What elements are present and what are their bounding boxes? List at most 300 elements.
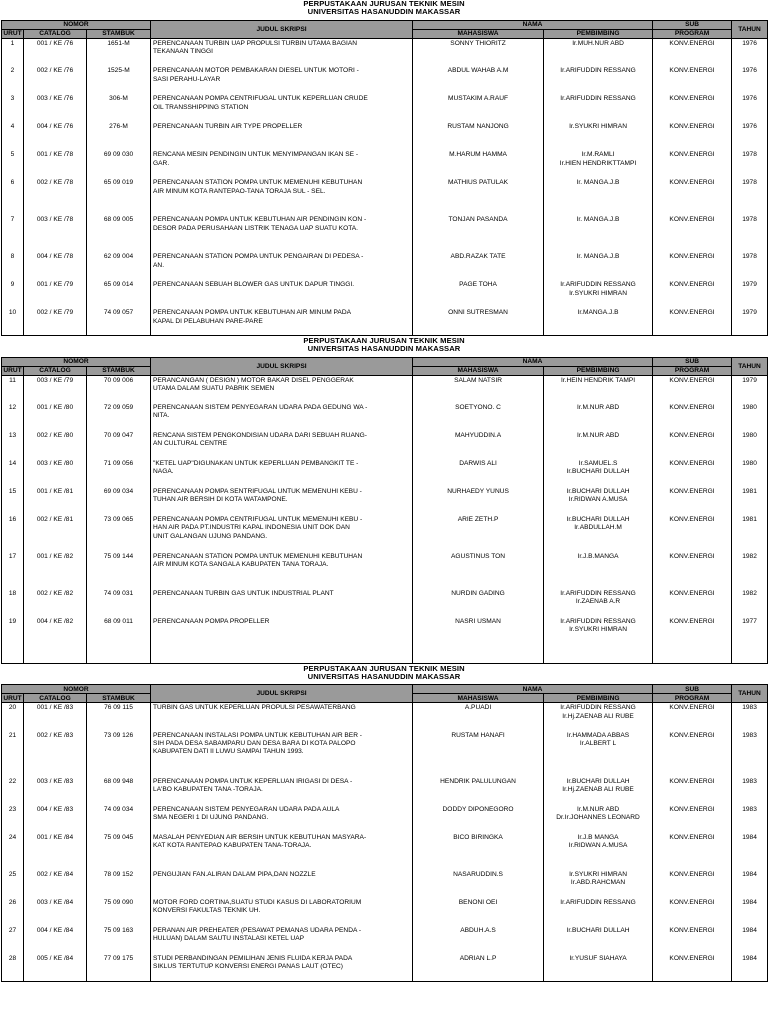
header-pembimbing: PEMBIMBING [544, 29, 653, 38]
catalog-cell: 003 / KE /76 [24, 94, 87, 122]
judul-line: UNIT GALANGAN UJUNG PANDANG. [153, 532, 268, 540]
program-cell: KONV.ENERGI [653, 898, 732, 926]
table-row [2, 215, 768, 252]
mahasiswa-cell: MUSTAKIM A.RAUF [413, 94, 544, 122]
tahun-cell: 1980 [732, 431, 768, 459]
stambuk-cell: 74 09 031 [87, 589, 151, 617]
header-sub: SUB [653, 357, 732, 366]
program-cell: KONV.ENERGI [653, 703, 732, 731]
judul-cell [151, 215, 413, 252]
judul-line: DESOR PADA PERUSAHAAN LISTRIK TENAGA UAP SUATU KOTA. [153, 224, 358, 232]
pembimbing-line: Ir.M.NUR ABD [576, 805, 620, 813]
stambuk-cell: 1651-M [87, 38, 151, 66]
judul-line: KONVERSI FAKULTAS TEKNIK UH. [153, 907, 261, 915]
judul-cell [151, 487, 413, 515]
judul-line: PERENCANAAN POMPA CENTRIFUGAL UNTUK KEPERLUAN CRUDE [153, 95, 368, 103]
mahasiswa-cell: DARWIS ALI [413, 459, 544, 487]
tahun-cell: 1983 [732, 703, 768, 731]
mahasiswa-cell: NURHAEDY YUNUS [413, 487, 544, 515]
pembimbing-line: Ir.SYUKRI HIMRAN [569, 870, 627, 878]
pembimbing-cell [544, 122, 653, 150]
pembimbing-line: Ir.ABDULLAH.M [574, 524, 622, 532]
judul-cell [151, 403, 413, 431]
judul-line: PERENCANAAN STATION POMPA UNTUK MEMENUHI KEBUTUHAN [153, 553, 363, 561]
judul-line: KAPAL DI PELABUHAN PARE-PARE [153, 317, 263, 325]
judul-line: PERENCANAAN SISTEM PENYEGARAN UDARA PADA AULA [153, 805, 340, 813]
judul-line: PERENCANAAN POMPA UNTUK KEBUTUHAN AIR PENDINGIN KON - [153, 216, 367, 224]
stambuk-cell: 69 09 034 [87, 487, 151, 515]
pembimbing-line: Ir. MANGA.J.B [576, 179, 620, 187]
urut-cell: 15 [2, 487, 24, 515]
stambuk-cell: 77 09 175 [87, 954, 151, 982]
judul-line: OIL TRANSSHIPPING STATION [153, 103, 249, 111]
program-cell: KONV.ENERGI [653, 589, 732, 617]
table-row [2, 926, 768, 954]
header-judul: JUDUL SKRIPSI [151, 20, 413, 38]
pembimbing-cell [544, 731, 653, 777]
program-cell: KONV.ENERGI [653, 431, 732, 459]
judul-line: SMA NEGERI 1 DI UJUNG PANDANG. [153, 814, 269, 822]
stambuk-cell: 65 09 014 [87, 280, 151, 308]
mahasiswa-cell: BICO BIRINGKA [413, 833, 544, 870]
catalog-cell: 004 / KE /82 [24, 617, 87, 663]
pembimbing-cell [544, 954, 653, 982]
thesis-table [1, 357, 768, 664]
catalog-cell: 001 / KE /81 [24, 487, 87, 515]
urut-cell: 6 [2, 178, 24, 215]
urut-cell: 8 [2, 252, 24, 280]
pembimbing-cell [544, 703, 653, 731]
tahun-cell: 1976 [732, 94, 768, 122]
judul-cell [151, 954, 413, 982]
program-cell: KONV.ENERGI [653, 459, 732, 487]
pembimbing-cell [544, 150, 653, 178]
document-title: PERPUSTAKAAN JURUSAN TEKNIK MESIN [303, 663, 465, 673]
header-tahun: TAHUN [732, 685, 768, 703]
urut-cell: 1 [2, 38, 24, 66]
urut-cell: 18 [2, 589, 24, 617]
tahun-cell: 1976 [732, 38, 768, 66]
pembimbing-cell [544, 926, 653, 954]
pembimbing-line: Ir.HIEN HENDRIKTTAMPI [559, 159, 637, 167]
stambuk-cell: 70 09 047 [87, 431, 151, 459]
pembimbing-line: Ir.BUCHARI DULLAH [566, 926, 630, 934]
program-cell: KONV.ENERGI [653, 122, 732, 150]
program-cell: KONV.ENERGI [653, 954, 732, 982]
pembimbing-cell [544, 66, 653, 94]
judul-line: AIR MINUM KOTA SANGALA KABUPATEN TANA TORAJA. [153, 561, 329, 569]
header-catalog: CATALOG [24, 366, 87, 375]
tahun-cell: 1978 [732, 215, 768, 252]
judul-line: PERENCANAAN POMPA SENTRIFUGAL UNTUK MEMENUHI KEBU - [153, 488, 362, 496]
header-nomor: NOMOR [2, 20, 151, 29]
mahasiswa-cell: SALAM NATSIR [413, 375, 544, 403]
judul-line: PERENCANAAN INSTALASI POMPA UNTUK KEBUTUHAN AIR BER - [153, 731, 362, 739]
header-mahasiswa: MAHASISWA [413, 694, 544, 703]
table-row [2, 308, 768, 335]
catalog-cell: 002 / KE /78 [24, 178, 87, 215]
stambuk-cell: 74 09 057 [87, 308, 151, 335]
pembimbing-line: Ir.SYUKRI HIMRAN [569, 289, 627, 297]
pembimbing-line: Ir.Hj.ZAENAB ALI RUBE [562, 712, 634, 720]
pembimbing-cell [544, 487, 653, 515]
pembimbing-line: Ir.ABD.RAHCMAN [570, 879, 626, 887]
program-cell: KONV.ENERGI [653, 215, 732, 252]
pembimbing-cell [544, 252, 653, 280]
mahasiswa-cell: TONJAN PASANDA [413, 215, 544, 252]
pembimbing-line: Ir.M.RAMLI [581, 151, 615, 159]
stambuk-cell: 68 09 948 [87, 777, 151, 805]
judul-cell [151, 459, 413, 487]
judul-cell [151, 308, 413, 335]
catalog-cell: 004 / KE /84 [24, 926, 87, 954]
urut-cell: 24 [2, 833, 24, 870]
urut-cell: 22 [2, 777, 24, 805]
pembimbing-cell [544, 431, 653, 459]
header-catalog: CATALOG [24, 29, 87, 38]
stambuk-cell: 75 09 163 [87, 926, 151, 954]
judul-line: SASI PERAHU-LAYAR [153, 75, 221, 83]
program-cell: KONV.ENERGI [653, 375, 732, 403]
judul-cell [151, 926, 413, 954]
document-title: PERPUSTAKAAN JURUSAN TEKNIK MESIN [303, 0, 465, 8]
program-cell: KONV.ENERGI [653, 777, 732, 805]
mahasiswa-cell: SOETYONO. C [413, 403, 544, 431]
judul-line: PERENCANAAN POMPA CENTRIFUGAL UNTUK MEMENUHI KEBU - [153, 516, 363, 524]
document-title: PERPUSTAKAAN JURUSAN TEKNIK MESIN [303, 335, 465, 345]
tahun-cell: 1984 [732, 926, 768, 954]
judul-line: "KETEL UAP"DIGUNAKAN UNTUK KEPERLUAN PEMBANGKIT TE - [153, 460, 359, 468]
judul-line: STUDI PERBANDINGAN PEMILIHAN JENIS FLUIDA KERJA PADA [153, 954, 353, 962]
mahasiswa-cell: RUSTAM NANJONG [413, 122, 544, 150]
urut-cell: 14 [2, 459, 24, 487]
judul-line: TEKANAAN TINGGI [153, 48, 213, 56]
catalog-cell: 001 / KE /82 [24, 552, 87, 589]
program-cell: KONV.ENERGI [653, 731, 732, 777]
urut-cell: 5 [2, 150, 24, 178]
catalog-cell: 004 / KE /76 [24, 122, 87, 150]
header-catalog: CATALOG [24, 694, 87, 703]
mahasiswa-cell: ADRIAN L.P [413, 954, 544, 982]
judul-cell [151, 617, 413, 663]
program-cell: KONV.ENERGI [653, 805, 732, 833]
pembimbing-cell [544, 375, 653, 403]
tahun-cell: 1984 [732, 898, 768, 926]
judul-cell [151, 375, 413, 403]
catalog-cell: 003 / KE /79 [24, 375, 87, 403]
judul-line: PERENCANAAN TURBIN GAS UNTUK INDUSTRIAL PLANT [153, 590, 334, 598]
program-cell: KONV.ENERGI [653, 252, 732, 280]
tahun-cell: 1981 [732, 515, 768, 552]
urut-cell: 12 [2, 403, 24, 431]
pembimbing-line: Ir.RIDWAN A.MUSA [568, 842, 628, 850]
pembimbing-line: Ir.ARIFUDDIN RESSANG [560, 704, 636, 712]
header-urut: URUT [3, 367, 22, 375]
judul-line: PERENCANAAN POMPA UNTUK KEPERLUAN IRIGASI DI DESA - [153, 777, 353, 785]
header-program: PROGRAM [653, 29, 732, 38]
judul-line: KAT KOTA RANTEPAO KABUPATEN TANA-TORAJA. [153, 842, 312, 850]
program-cell: KONV.ENERGI [653, 870, 732, 898]
tahun-cell: 1978 [732, 178, 768, 215]
pembimbing-cell [544, 617, 653, 663]
mahasiswa-cell: ABDUL WAHAB A.M [413, 66, 544, 94]
tahun-cell: 1982 [732, 552, 768, 589]
judul-line: PERENCANAAN TURBIN AIR TYPE PROPELLER [153, 123, 303, 131]
pembimbing-cell [544, 589, 653, 617]
judul-line: LA'BO KABUPATEN TANA -TORAJA. [153, 786, 263, 794]
judul-line: PERENCANAAN SEBUAH BLOWER GAS UNTUK DAPUR TINGGI. [153, 281, 355, 289]
table-row [2, 954, 768, 982]
tahun-cell: 1983 [732, 731, 768, 777]
mahasiswa-cell: NASARUDDIN.S [413, 870, 544, 898]
document-subtitle: UNIVERSITAS HASANUDDIN MAKASSAR [307, 672, 461, 682]
header-pembimbing: PEMBIMBING [544, 694, 653, 703]
header-tahun: TAHUN [732, 357, 768, 375]
stambuk-cell: 75 09 045 [87, 833, 151, 870]
judul-line: AIR MINUM KOTA RANTEPAO-TANA TORAJA SUL - SEL. [153, 187, 326, 195]
header-urut: URUT [3, 30, 22, 38]
header-program: PROGRAM [653, 694, 732, 703]
judul-cell [151, 833, 413, 870]
pembimbing-cell [544, 805, 653, 833]
tahun-cell: 1984 [732, 954, 768, 982]
header-urut: URUT [3, 694, 22, 702]
mahasiswa-cell: HENDRIK PALULUNGAN [413, 777, 544, 805]
program-cell: KONV.ENERGI [653, 308, 732, 335]
table-row [2, 515, 768, 552]
urut-cell: 28 [2, 954, 24, 982]
pembimbing-line: Dr.Ir.JOHANNES LEONARD [556, 814, 640, 822]
table-row [2, 94, 768, 122]
document-subtitle: UNIVERSITAS HASANUDDIN MAKASSAR [307, 344, 461, 354]
mahasiswa-cell: SONNY THIORITZ [413, 38, 544, 66]
pembimbing-line: Ir.SYUKRI HIMRAN [569, 123, 627, 131]
pembimbing-cell [544, 870, 653, 898]
pembimbing-line: Ir.YUSUF SIAHAYA [569, 954, 627, 962]
tahun-cell: 1977 [732, 617, 768, 663]
program-cell: KONV.ENERGI [653, 38, 732, 66]
header-stambuk: STAMBUK [87, 694, 151, 703]
table-row [2, 122, 768, 150]
header-sub: SUB [653, 20, 732, 29]
stambuk-cell: 74 09 034 [87, 805, 151, 833]
urut-cell: 23 [2, 805, 24, 833]
pembimbing-line: Ir.M.NUR ABD [576, 404, 620, 412]
table-row [2, 431, 768, 459]
header-stambuk: STAMBUK [87, 29, 151, 38]
table-row [2, 833, 768, 870]
table-row [2, 552, 768, 589]
judul-line: MOTOR FORD CORTINA,SUATU STUDI KASUS DI LABORATORIUM [153, 898, 362, 906]
stambuk-cell: 68 09 005 [87, 215, 151, 252]
urut-cell: 3 [2, 94, 24, 122]
table-row [2, 870, 768, 898]
tahun-cell: 1981 [732, 487, 768, 515]
judul-cell [151, 703, 413, 731]
judul-line: KABUPATEN DATI II LUWU SAMPAI TAHUN 1993. [153, 748, 304, 756]
judul-cell [151, 870, 413, 898]
judul-line: RENCANA MESIN PENDINGIN UNTUK MENYIMPANGAN IKAN SE - [153, 151, 359, 159]
pembimbing-line: Ir.ZAENAB A.R [575, 598, 621, 606]
stambuk-cell: 75 09 090 [87, 898, 151, 926]
judul-line: PERENCANAAN STATION POMPA UNTUK PENGAIRAN DI PEDESA - [153, 253, 364, 261]
urut-cell: 11 [2, 375, 24, 403]
judul-line: PENGUJIAN FAN.ALIRAN DALAM PIPA,DAN NOZZLE [153, 870, 316, 878]
pembimbing-cell [544, 215, 653, 252]
pembimbing-cell [544, 308, 653, 335]
stambuk-cell: 70 09 006 [87, 375, 151, 403]
catalog-cell: 003 / KE /83 [24, 777, 87, 805]
catalog-cell: 003 / KE /84 [24, 898, 87, 926]
urut-cell: 2 [2, 66, 24, 94]
judul-cell [151, 178, 413, 215]
stambuk-cell: 1525-M [87, 66, 151, 94]
pembimbing-line: Ir.BUCHARI DULLAH [566, 516, 630, 524]
table-row [2, 280, 768, 308]
urut-cell: 21 [2, 731, 24, 777]
pembimbing-line: Ir.J.B MANGA [577, 833, 619, 841]
tahun-cell: 1980 [732, 459, 768, 487]
header-stambuk: STAMBUK [87, 366, 151, 375]
header-judul: JUDUL SKRIPSI [151, 357, 413, 375]
program-cell: KONV.ENERGI [653, 515, 732, 552]
pembimbing-cell [544, 178, 653, 215]
pembimbing-line: Ir.J.B.MANGA [577, 553, 619, 561]
judul-cell [151, 589, 413, 617]
header-program: PROGRAM [653, 366, 732, 375]
catalog-cell: 002 / KE /84 [24, 870, 87, 898]
table-row [2, 589, 768, 617]
stambuk-cell: 73 09 126 [87, 731, 151, 777]
pembimbing-line: Ir.ARIFUDDIN RESSANG [560, 281, 636, 289]
judul-line: SIKLUS TERTUTUP KONVERSI ENERGI PANAS LAUT (OTEC) [153, 963, 343, 971]
judul-line: PERENCANAAN STATION POMPA UNTUK MEMENUHI KEBUTUHAN [153, 179, 363, 187]
urut-cell: 17 [2, 552, 24, 589]
catalog-cell: 003 / KE /80 [24, 459, 87, 487]
tahun-cell: 1976 [732, 66, 768, 94]
judul-cell [151, 898, 413, 926]
thesis-table [1, 684, 768, 982]
stambuk-cell: 76 09 115 [87, 703, 151, 731]
pembimbing-line: Ir.Hj.ZAENAB ALI RUBE [562, 786, 634, 794]
tahun-cell: 1979 [732, 375, 768, 403]
judul-cell [151, 431, 413, 459]
urut-cell: 27 [2, 926, 24, 954]
tahun-cell: 1982 [732, 589, 768, 617]
header-tahun: TAHUN [732, 20, 768, 38]
mahasiswa-cell: A.PUADI [413, 703, 544, 731]
header-nomor: NOMOR [2, 685, 151, 694]
catalog-cell: 004 / KE /83 [24, 805, 87, 833]
pembimbing-line: Ir.BUCHARI DULLAH [566, 777, 630, 785]
judul-cell [151, 552, 413, 589]
pembimbing-line: Ir.MANGA.J.B [577, 309, 619, 317]
mahasiswa-cell: M.HARUM HAMMA [413, 150, 544, 178]
catalog-cell: 001 / KE /78 [24, 150, 87, 178]
catalog-cell: 002 / KE /82 [24, 589, 87, 617]
program-cell: KONV.ENERGI [653, 66, 732, 94]
tahun-cell: 1979 [732, 280, 768, 308]
pembimbing-line: Ir.SYUKRI HIMRAN [569, 626, 627, 634]
pembimbing-cell [544, 280, 653, 308]
urut-cell: 20 [2, 703, 24, 731]
judul-line: PERANAN AIR PREHEATER (PESAWAT PEMANAS UDARA PENDA - [153, 926, 362, 934]
pembimbing-line: Ir.RIDWAN A.MUSA [568, 496, 628, 504]
program-cell: KONV.ENERGI [653, 178, 732, 215]
document-subtitle: UNIVERSITAS HASANUDDIN MAKASSAR [307, 7, 461, 17]
header-sub: SUB [653, 685, 732, 694]
judul-line: TURBIN GAS UNTUK KEPERLUAN PROPULSI PESAWATERBANG [153, 704, 356, 712]
program-cell: KONV.ENERGI [653, 926, 732, 954]
pembimbing-line: Ir.M.NUR ABD [576, 432, 620, 440]
mahasiswa-cell: ABD.RAZAK TATE [413, 252, 544, 280]
pembimbing-cell [544, 403, 653, 431]
mahasiswa-cell: ARIE ZETH.P [413, 515, 544, 552]
judul-cell [151, 805, 413, 833]
urut-cell: 13 [2, 431, 24, 459]
table-row [2, 487, 768, 515]
table-row [2, 38, 768, 66]
stambuk-cell: 65 09 019 [87, 178, 151, 215]
judul-cell [151, 150, 413, 178]
tahun-cell: 1983 [732, 777, 768, 805]
thesis-table [1, 20, 768, 336]
pembimbing-line: Ir.ARIFUDDIN RESSANG [560, 590, 636, 598]
header-nama: NAMA [413, 685, 653, 694]
pembimbing-cell [544, 459, 653, 487]
urut-cell: 10 [2, 308, 24, 335]
header-nama: NAMA [413, 357, 653, 366]
mahasiswa-cell: NURDIN GADING [413, 589, 544, 617]
pembimbing-cell [544, 898, 653, 926]
judul-line: HULUAN) DALAM SAUTU INSTALASI KETEL UAP [153, 935, 304, 943]
pembimbing-line: Ir.ALBERT L [579, 740, 617, 748]
table-row [2, 459, 768, 487]
judul-line: SIH PADA DESA SABAMPARU DAN DESA BARA DI KOTA PALOPO [153, 740, 356, 748]
header-nomor: NOMOR [2, 357, 151, 366]
mahasiswa-cell: RUSTAM HANAFI [413, 731, 544, 777]
pembimbing-line: Ir. MANGA.J.B [576, 216, 620, 224]
mahasiswa-cell: MATHIUS PATULAK [413, 178, 544, 215]
judul-line: UTAMA DALAM SUATU PABRIK SEMEN [153, 384, 275, 392]
program-cell: KONV.ENERGI [653, 150, 732, 178]
catalog-cell: 004 / KE /78 [24, 252, 87, 280]
header-pembimbing: PEMBIMBING [544, 366, 653, 375]
pembimbing-line: Ir.SAMUEL.S [578, 460, 618, 468]
mahasiswa-cell: DODDY DIPONEGORO [413, 805, 544, 833]
pembimbing-line: Ir.ARIFUDDIN RESSANG [560, 898, 636, 906]
table-row [2, 66, 768, 94]
pembimbing-line: Ir.ARIFUDDIN RESSANG [560, 95, 636, 103]
judul-line: RENCANA SISTEM PENGKONDISIAN UDARA DARI SEBUAH RUANG- [153, 432, 367, 440]
stambuk-cell: 71 09 056 [87, 459, 151, 487]
table-row [2, 703, 768, 731]
catalog-cell: 002 / KE /83 [24, 731, 87, 777]
pembimbing-line: Ir.ARIFUDDIN RESSANG [560, 67, 636, 75]
catalog-cell: 001 / KE /84 [24, 833, 87, 870]
table-row [2, 805, 768, 833]
tahun-cell: 1976 [732, 122, 768, 150]
table-row [2, 252, 768, 280]
table-row [2, 375, 768, 403]
program-cell: KONV.ENERGI [653, 552, 732, 589]
mahasiswa-cell: AGUSTINUS TON [413, 552, 544, 589]
pembimbing-line: Ir.HEIN HENDRIK TAMPI [560, 376, 636, 384]
catalog-cell: 005 / KE /84 [24, 954, 87, 982]
judul-line: PERENCANAAN POMPA UNTUK KEBUTUHAN AIR MINUM PADA [153, 309, 351, 317]
stambuk-cell: 75 09 144 [87, 552, 151, 589]
urut-cell: 25 [2, 870, 24, 898]
